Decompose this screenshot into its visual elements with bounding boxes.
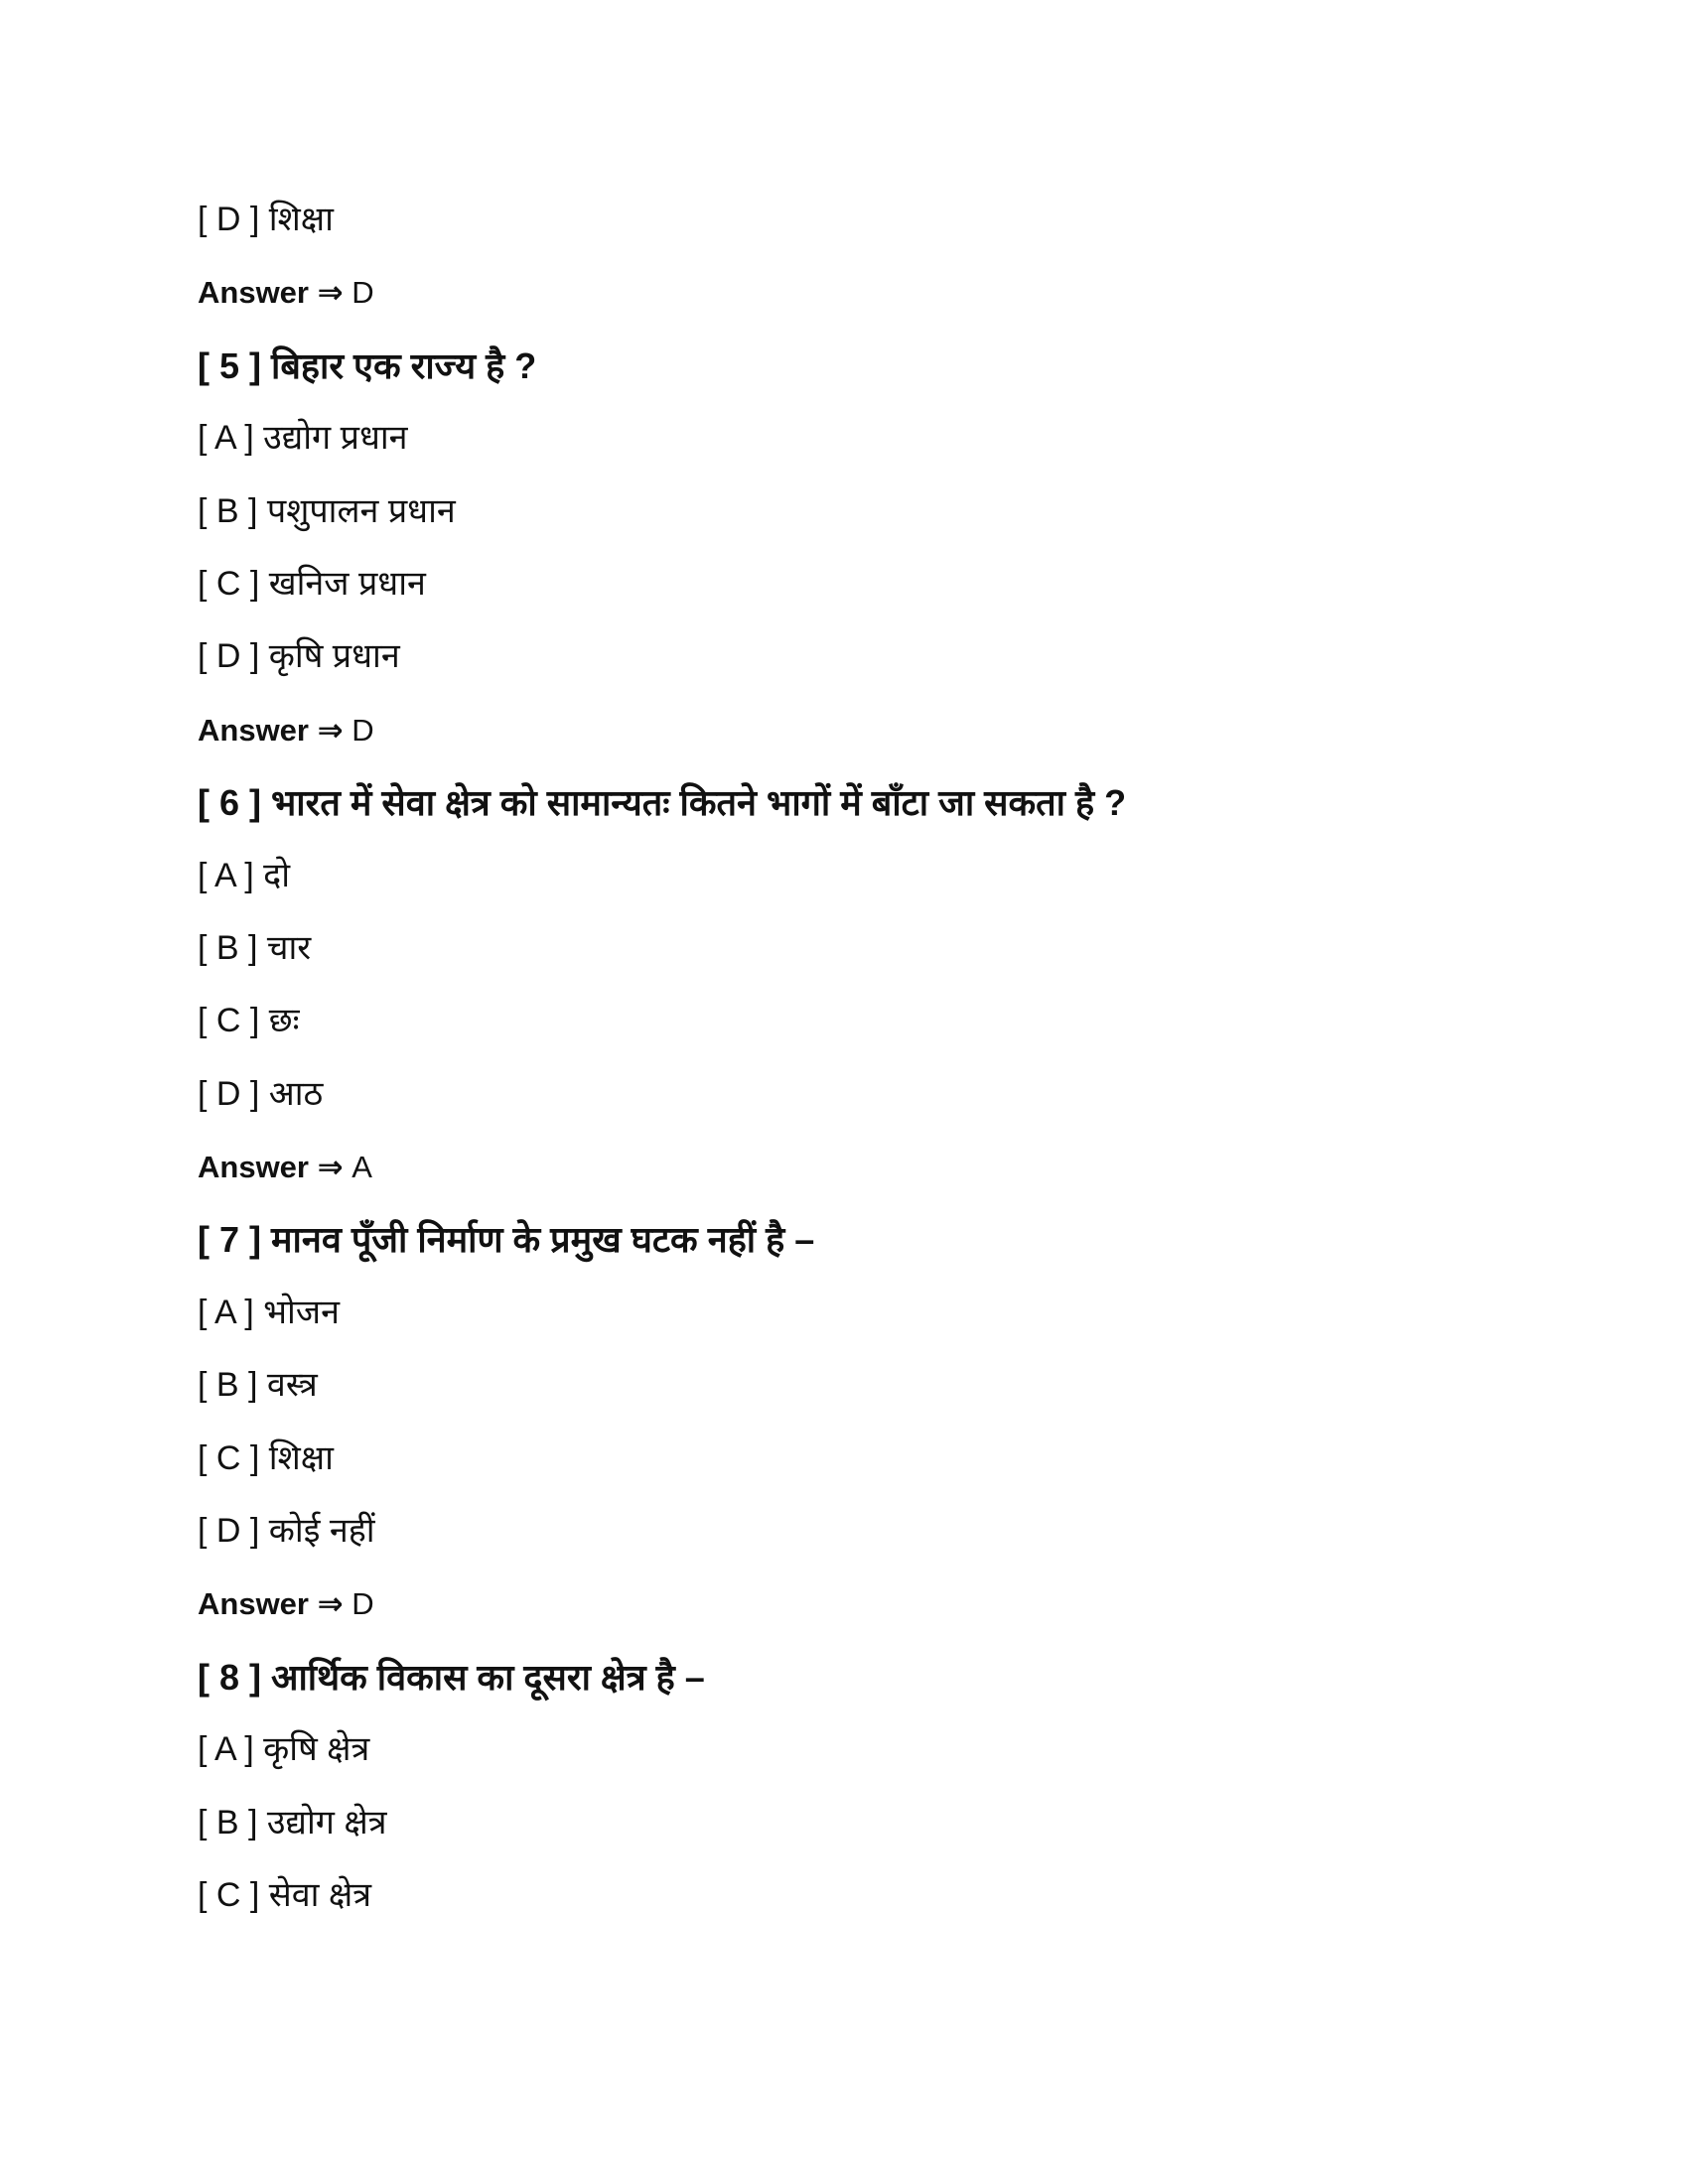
option-text: [ A ] उद्योग प्रधान [198,419,408,458]
option-text: [ D ] आठ [198,1074,324,1113]
answer-value: D [352,275,374,311]
option-text: [ B ] वस्त्र [198,1366,318,1405]
answer-label: Answer ⇒ [198,1586,344,1622]
question-text: [ 7 ] मानव पूँजी निर्माण के प्रमुख घटक नहीं है – [198,1219,815,1261]
answer-line [198,1568,1126,1640]
answer-label: Answer ⇒ [198,712,344,748]
option-text: [ C ] सेवा क्षेत्र [198,1875,372,1914]
answer-value: D [352,712,374,748]
answer-line [198,1131,1126,1203]
quiz-document [198,184,1126,1932]
answer-label: Answer ⇒ [198,1150,344,1185]
option-text: [ C ] खनिज प्रधान [198,564,426,603]
answer-value: A [352,1150,372,1185]
answer-label: Answer ⇒ [198,275,344,311]
option-text: [ C ] छः [198,1002,300,1040]
option-text: [ B ] पशुपालन प्रधान [198,491,456,530]
answer-line [198,256,1126,329]
option-text: [ A ] कृषि क्षेत्र [198,1730,370,1769]
question-text: [ 6 ] भारत में सेवा क्षेत्र को सामान्यतः कितने भागों में बाँटा जा सकता है ? [198,782,1127,824]
option-text: [ A ] दो [198,856,291,894]
option-text: [ B ] चार [198,928,312,967]
option-text: [ D ] शिक्षा [198,201,334,238]
question-text: [ 8 ] आर्थिक विकास का दूसरा क्षेत्र है – [198,1656,705,1698]
option-text: [ D ] कृषि प्रधान [198,637,400,676]
question-text: [ 5 ] बिहार एक राज्य है ? [198,344,537,386]
answer-value: D [352,1586,374,1622]
option-text: [ C ] शिक्षा [198,1438,334,1477]
option-text: [ A ] भोजन [198,1293,340,1331]
option-text: [ D ] कोई नहीं [198,1512,375,1551]
option-text: [ B ] उद्योग क्षेत्र [198,1803,387,1842]
answer-line [198,694,1126,766]
